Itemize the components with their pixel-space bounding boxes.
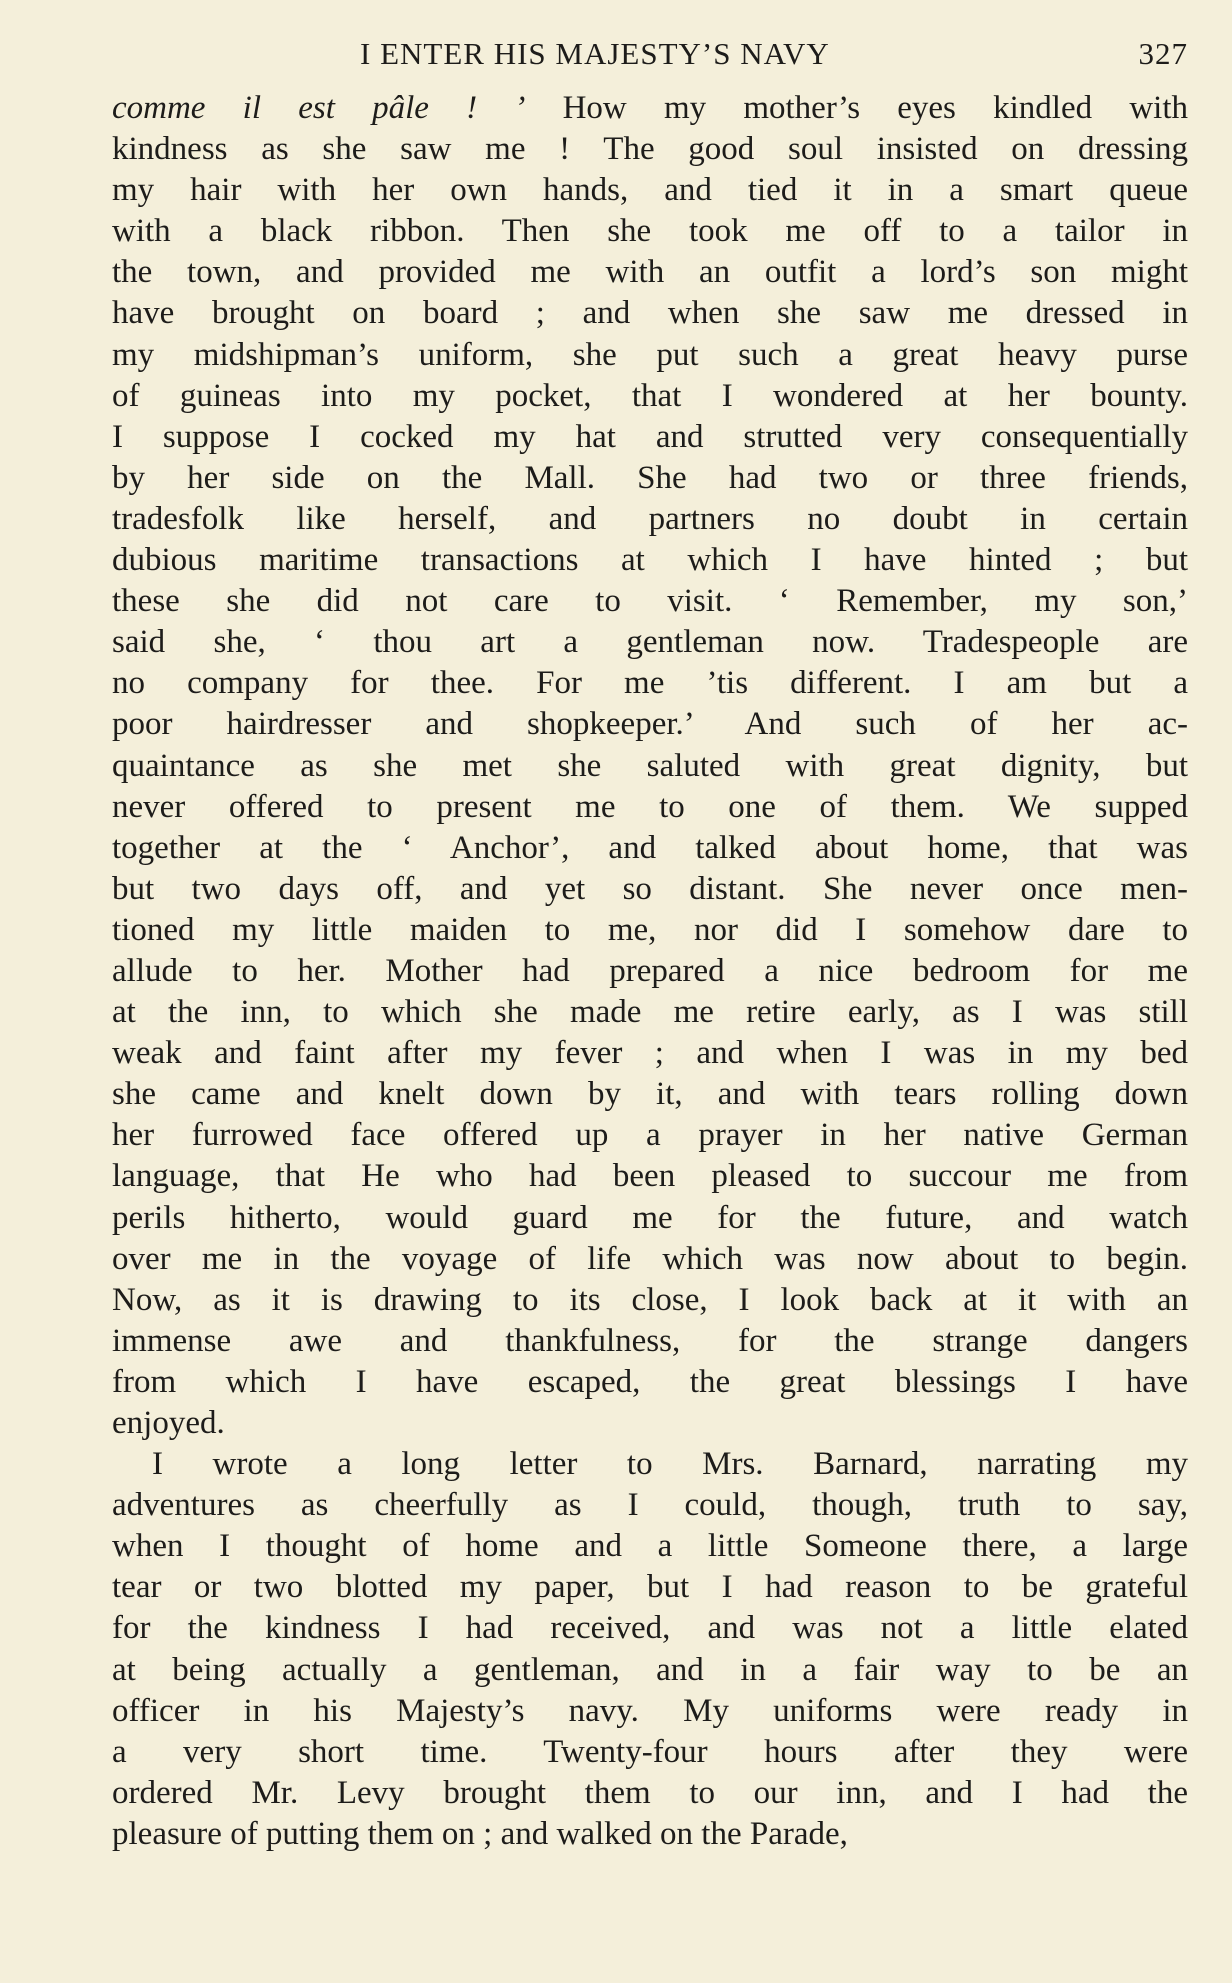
line-text: at the inn, to which she made me retire early, as I was still [112,994,1188,1031]
text-line [112,1403,1188,1444]
body-text [112,88,1188,1855]
line-text: language, that He who had been pleased to succour me from [112,1158,1188,1195]
line-text: ordered Mr. Levy brought them to our inn, and I had the [112,1774,1188,1811]
line-text: tradesfolk like herself, and partners no doubt in certain [112,500,1188,537]
text-line [112,1280,1188,1321]
line-text: adventures as cheerfully as I could, though, truth to say, [112,1487,1188,1524]
line-text: weak and faint after my fever ; and when I was in my bed [112,1035,1188,1072]
line-text: have brought on board ; and when she saw me dressed in [112,295,1188,332]
text-line [112,1156,1188,1197]
text-line [112,910,1188,951]
line-text: said she, ‘ thou art a gentleman now. Tradespeople are [112,624,1188,661]
line-text: pleasure of putting them on ; and walked on the Parade, [112,1815,848,1852]
text-line [112,540,1188,581]
text-line [112,252,1188,293]
text-line [112,88,1188,129]
line-text: perils hitherto, would guard me for the future, and watch [112,1199,1188,1236]
line-text: the town, and provided me with an outfit a lord’s son might [112,254,1188,291]
text-line [112,1033,1188,1074]
text-line [112,1485,1188,1526]
line-text: officer in his Majesty’s navy. My uniforms were ready in [112,1692,1188,1729]
paragraph [112,1444,1188,1855]
text-line [112,622,1188,663]
text-line [112,704,1188,745]
text-line [112,992,1188,1033]
line-text: from which I have escaped, the great blessings I have [112,1363,1188,1400]
line-text: together at the ‘ Anchor’, and talked about home, that was [112,829,1188,866]
text-line [112,1115,1188,1156]
text-line [112,211,1188,252]
line-text: enjoyed. [112,1405,225,1441]
text-line [112,376,1188,417]
line-text: dubious maritime transactions at which I have hinted ; but [112,542,1188,579]
line-text: she came and knelt down by it, and with tears rolling down [112,1076,1188,1113]
line-text: with a black ribbon. Then she took me off to a tailor in [112,213,1188,250]
line-text: tioned my little maiden to me, nor did I somehow dare to [112,911,1188,948]
running-head-title: I ENTER HIS MAJESTY’S NAVY [360,36,830,71]
page-number: 327 [1138,36,1188,71]
text-line [112,293,1188,334]
text-line [112,1814,1188,1855]
line-text: but two days off, and yet so distant. She never once men- [112,870,1188,907]
book-page [112,30,1188,1855]
line-text: kindness as she saw me ! The good soul insisted on dressing [112,131,1188,168]
text-line [112,1650,1188,1691]
line-text: at being actually a gentleman, and in a fair way to be an [112,1651,1188,1688]
text-line [112,663,1188,704]
line-text: my midshipman’s uniform, she put such a great heavy purse [112,336,1188,373]
line-text: quaintance as she met she saluted with great dignity, but [112,747,1188,784]
line-text: a very short time. Twenty-four hours after they were [112,1733,1188,1770]
text-line [112,335,1188,376]
text-line [112,417,1188,458]
text-line [112,1608,1188,1649]
text-line [112,1773,1188,1814]
text-line [112,1526,1188,1567]
line-text: no company for thee. For me ’tis different. I am but a [112,665,1188,702]
line-text: tear or two blotted my paper, but I had reason to be grateful [112,1569,1188,1606]
text-line [112,1732,1188,1773]
line-text: poor hairdresser and shopkeeper.’ And such of her ac- [112,706,1188,743]
text-line [112,951,1188,992]
running-head [112,30,1188,82]
text-line [112,1239,1188,1280]
text-line [112,1074,1188,1115]
line-text: I suppose I cocked my hat and strutted very consequentially [112,418,1188,455]
paragraph [112,88,1188,1444]
text-line [112,1362,1188,1403]
line-text: of guineas into my pocket, that I wondered at her bounty. [112,377,1188,414]
line-text: by her side on the Mall. She had two or three friends, [112,459,1188,496]
line-text: these she did not care to visit. ‘ Remember, my son,’ [112,583,1188,620]
text-line [112,787,1188,828]
text-line [112,170,1188,211]
text-line [112,1691,1188,1732]
text-line [112,828,1188,869]
line-text: Now, as it is drawing to its close, I look back at it with an [112,1281,1188,1318]
line-text: I wrote a long letter to Mrs. Barnard, narrating my [152,1446,1188,1483]
text-line [112,1198,1188,1239]
line-text: her furrowed face offered up a prayer in her native German [112,1117,1188,1154]
line-text: when I thought of home and a little Someone there, a large [112,1528,1188,1565]
text-line [112,499,1188,540]
line-text: for the kindness I had received, and was not a little elated [112,1610,1188,1647]
text-line [112,1444,1188,1485]
line-text: over me in the voyage of life which was now about to begin. [112,1240,1188,1277]
text-line [112,581,1188,622]
text-line [112,746,1188,787]
text-line [112,869,1188,910]
line-text: immense awe and thankfulness, for the strange dangers [112,1322,1188,1359]
line-text: my hair with her own hands, and tied it in a smart queue [112,172,1188,209]
text-line [112,458,1188,499]
text-line [112,1567,1188,1608]
line-text: never offered to present me to one of them. We supped [112,788,1188,825]
text-line [112,129,1188,170]
text-line [112,1321,1188,1362]
italic-phrase: comme il est pâle ! ’ [112,90,526,126]
line-text: How my mother’s eyes kindled with [525,90,1188,126]
line-text: allude to her. Mother had prepared a nice bedroom for me [112,952,1188,989]
